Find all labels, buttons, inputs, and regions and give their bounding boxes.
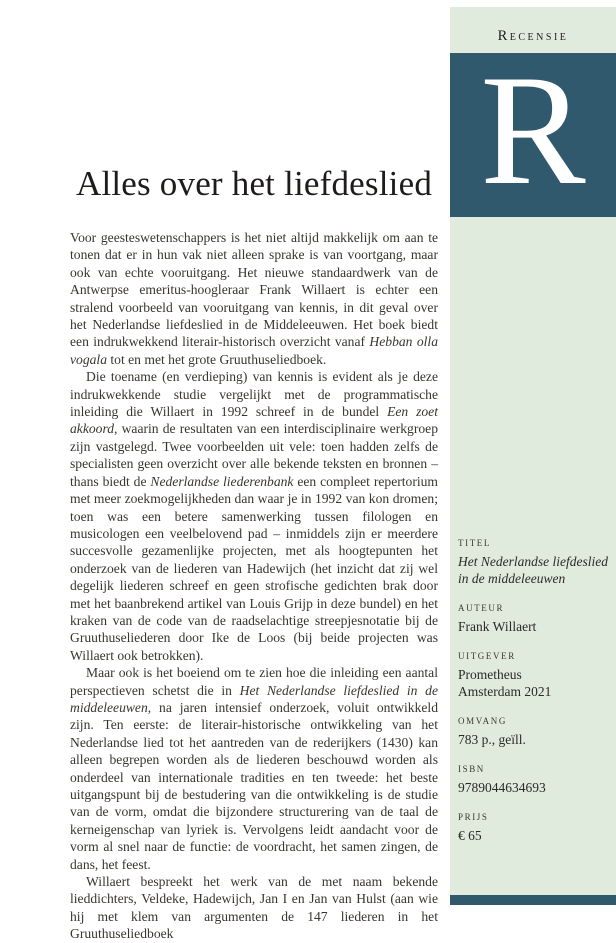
meta-value-line: in de middeleeuwen — [458, 571, 566, 586]
monogram-letter: R — [480, 53, 586, 217]
meta-value — [458, 618, 610, 635]
meta-label: OMVANG — [458, 716, 507, 726]
article-body — [70, 229, 438, 943]
meta-field-omvang — [458, 715, 610, 748]
meta-label: ISBN — [458, 764, 485, 774]
meta-value — [458, 779, 610, 796]
paragraph: Die toename (en verdieping) van kennis is evident als je deze indrukwekkende studie vergelijkt met de programmatische inleiding die Willaert in 1992 schreef in de bundel Een zoet akkoord, waarin de resultaten van een interdisciplinaire werkgroep zijn vastgelegd. Twee voorbeelden uit vele: toen hadden zelfs de specialisten geen overzicht over alle bekende teksten en bronnen – thans biedt de Nederlandse liederenbank een compleet repertorium met meer zoekmogelijkheden dan waar je in 1992 van kon dromen; toen was een betere samenwerking tussen filologen en musicologen een veelbelovend pad – inmiddels zijn er meerdere succesvolle gezamenlijke projecten, met als hoogtepunten het onderzoek van de liederen van Hadewijch (het inzicht dat zij wel degelijk liederen schreef en geen strofische gedichten brak door met het baanbrekend artikel van Louis Grijp in deze bundel) en het kraken van de code van de raadselachtige streepjesnotatie bij de Gruuthuseliederen door Ike de Loos (bij beide projecten was Willaert ook betrokken). — [70, 369, 439, 663]
meta-field-prijs — [458, 811, 610, 844]
meta-value — [458, 553, 610, 587]
sidebar-bottom-accent-bar — [450, 895, 616, 905]
paragraph: Willaert bespreekt het werk van de met naam bekende lieddichters, Veldeke, Hadewijch, Jan I en Jan van Hulst (aan wie hij met klem van argumenten de 147 liederen in het Gruuthuseliedboek — [70, 874, 438, 942]
meta-value-line: Het Nederlandse liefdeslied — [458, 554, 608, 569]
article-title: Alles over het liefdeslied — [75, 164, 433, 203]
meta-value-line: Amsterdam 2021 — [458, 684, 552, 699]
meta-field-uitgever — [458, 650, 610, 700]
paragraph: Maar ook is het boeiend om te zien hoe die inleiding een aantal perspectieven schetst die in Het Nederlandse liefdeslied in de middeleeuwen, na jaren intensief onderzoek, voluit ontwikkeld zijn. Ten eerste: de literair-historische ontwikkeling van het Nederlandse lied tot het aantreden van de rederijkers (1430) kan alleen begrepen worden als de liederen beschouwd worden als onderdeel van internationale tradities en ten tweede: het beste uitgangspunt bij de bestudering van die ontwikkeling is de studie van de vorm, omdat die bijzondere structurering van de taal de kerneigenschap van lyriek is. Vervolgens leidt aandacht voor de vorm al snel naar de functie: de voordracht, het samen zingen, de dans, het feest. — [70, 665, 438, 872]
meta-field-titel — [458, 537, 610, 587]
meta-value-line: Frank Willaert — [458, 619, 537, 634]
meta-label: AUTEUR — [458, 603, 505, 613]
meta-value-line: € 65 — [458, 828, 482, 843]
book-metadata — [458, 537, 610, 859]
meta-value — [458, 666, 610, 700]
meta-field-isbn — [458, 763, 610, 796]
review-sidebar — [450, 7, 616, 895]
paragraph: Voor geesteswetenschappers is het niet altijd makkelijk om aan te tonen dat er in hun vak niet alleen sprake is van voortgang, maar ook van echte vooruitgang. Het nieuwe standaardwerk van de Antwerpse emeritus-hoogleraar Frank Willaert is echter een stralend voorbeeld van vooruitgang van kennis, in dit geval over het Nederlandse liefdeslied in de Middeleeuwen. Het boek biedt een indrukwekkend literair-historisch overzicht vanaf Hebban olla vogala tot en met het grote Gruuthuseliedboek. — [70, 230, 438, 367]
meta-value — [458, 827, 610, 844]
meta-value-line: Prometheus — [458, 667, 522, 682]
section-header: Recensie — [497, 28, 569, 44]
meta-label: UITGEVER — [458, 651, 516, 661]
meta-label: TITEL — [458, 538, 491, 548]
meta-value-line: 9789044634693 — [458, 780, 546, 795]
article-column — [70, 0, 438, 943]
meta-label: PRIJS — [458, 812, 489, 822]
meta-value-line: 783 p., geïll. — [458, 732, 526, 747]
meta-field-auteur — [458, 602, 610, 635]
meta-value — [458, 731, 610, 748]
section-monogram-box — [450, 53, 616, 217]
